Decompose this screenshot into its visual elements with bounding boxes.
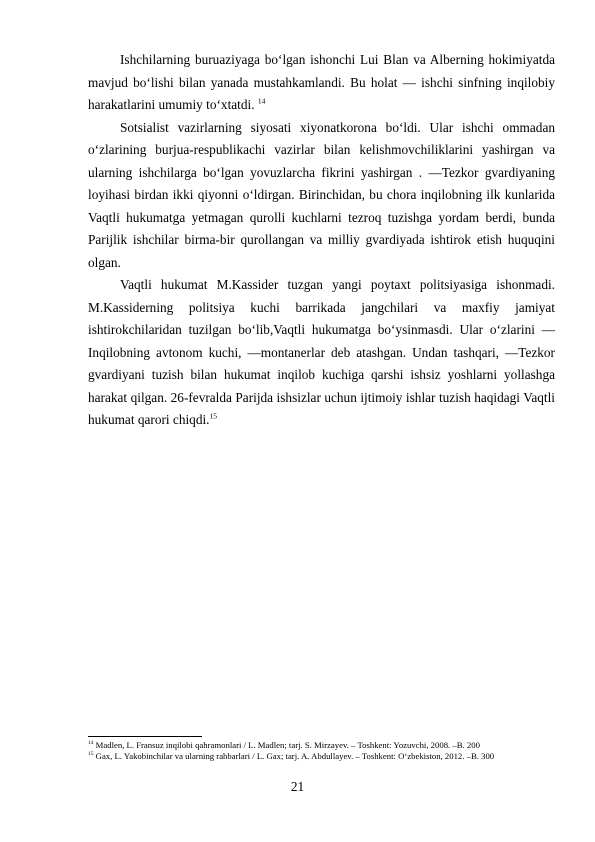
paragraph-text: Sotsialist vazirlarning siyosati xiyonatkorona bo‘ldi. Ular ishchi ommadan o‘zlarining burjua-respublikachi vazirlar bilan kelishmovchiliklarini yashirgan va ularning ishchilarga bo‘lgan yovuzlarcha fikrini yashirgan . ―Tezkor gvardiyaning loyihasi birdan ikki qiyonni o‘ldirgan. Birinchidan, bu chora inqilobning ilk kunlarida Vaqtli hukumatga yetmagan qurolli kuchlarni tezroq tuzishga yordam berdi, bunda Parijlik ishchilar birma-bir qurollangan va milliy gvardiyada ishtirok etish huquqini olgan. bbox=[88, 119, 555, 270]
paragraph-1 bbox=[88, 49, 555, 117]
footnote-separator bbox=[88, 736, 202, 737]
paragraph-text: Ishchilarning buruaziyaga bo‘lgan ishonchi Lui Blan va Alberning hokimiyatda mavjud bo‘lishi bilan yanada mustahkamlandi. Bu holat — ishchi sinfning inqilobiy harakatlarini umumiy to‘xtatdi. bbox=[88, 52, 555, 112]
footnote-number: 15 bbox=[88, 750, 94, 757]
paragraph-2 bbox=[88, 117, 555, 275]
paragraph-3 bbox=[88, 274, 555, 432]
footnote-ref-14: 14 bbox=[257, 96, 266, 106]
body-text bbox=[88, 49, 555, 432]
footnotes bbox=[88, 740, 555, 762]
page-number: 21 bbox=[290, 779, 305, 794]
paragraph-text: Vaqtli hukumat M.Kassider tuzgan yangi poytaxt politsiyasiga ishonmadi. M.Kassiderning politsiya kuchi barrikada jangchilari va maxfiy jamiyat ishtirokchilaridan tuzilgan bo‘lib,Vaqtli hukumatga bo‘ysinmasdi. Ular o‘zlarini ― Inqilobning avtonom kuchi, ―montanerlar deb atashgan. Undan tashqari, ―Tezkor gvardiyani tuzish bilan hukumat inqilob kuchiga qarshi ishsiz yoshlarni yollashga harakat qilgan. 26-fevralda Parijda ishsizlar uchun ijtimoiy ishlar tuzish haqidagi Vaqtli hukumat qarori chiqdi. bbox=[88, 277, 555, 427]
footnote-ref-15: 15 bbox=[209, 411, 217, 421]
footnote-text: Madlen, L. Fransuz inqilobi qahramonlari / L. Madlen; tarj. S. Mirzayev. – Toshkent: Yozuvchi, 2008. –B. 200 bbox=[93, 740, 480, 750]
footnote-14 bbox=[88, 740, 555, 751]
footnote-15 bbox=[88, 751, 555, 762]
footnote-text: Gax, L. Yakobinchilar va ularning rahbarlari / L. Gax; tarj. A. Abdullayev. – Toshkent: O‘zbekiston, 2012. –B. 300 bbox=[93, 750, 495, 761]
footnote-number: 14 bbox=[88, 740, 94, 747]
